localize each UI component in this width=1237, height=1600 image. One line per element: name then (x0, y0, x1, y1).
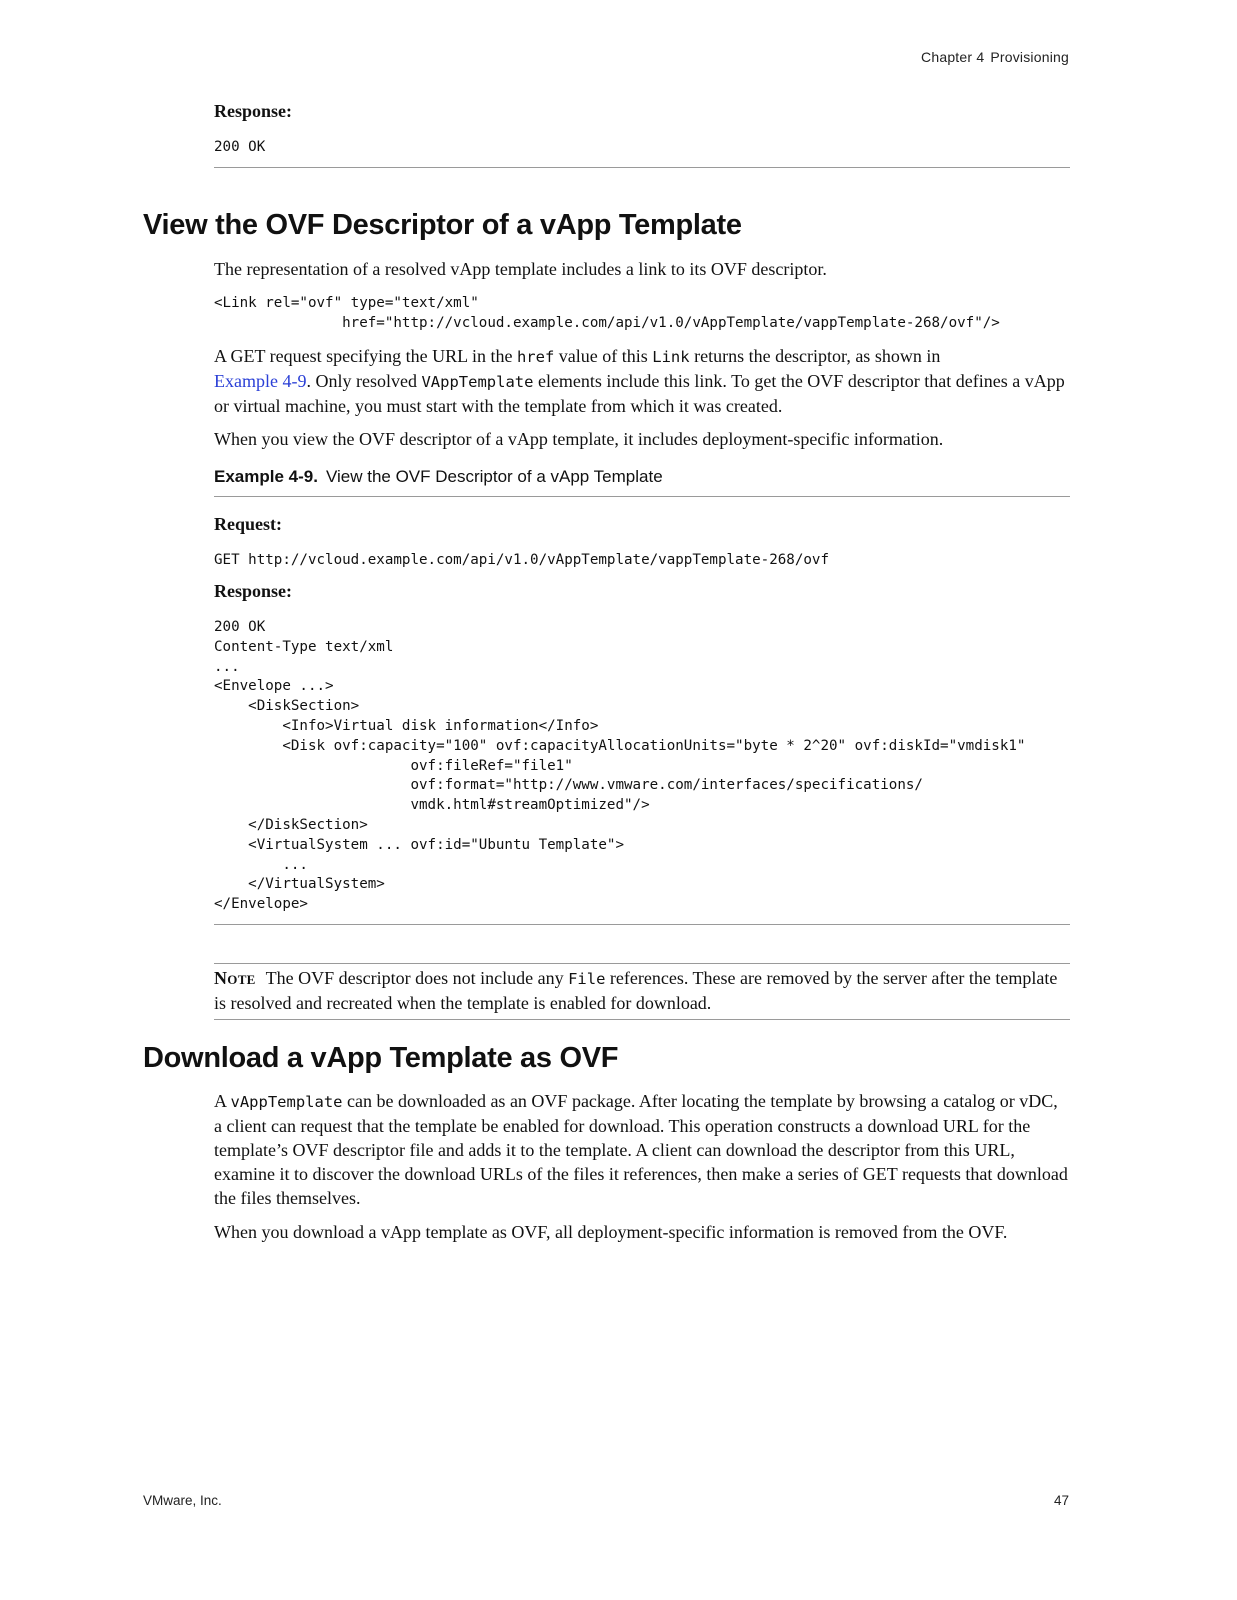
example-start-rule (214, 496, 1070, 497)
text-run: A (214, 1091, 231, 1111)
code-vapptemplate: VAppTemplate (421, 373, 534, 391)
text-run: elements include this link. To get the OVF descriptor that defines a vApp or virtual machine, you must start with the template from which it was created. (214, 371, 1065, 416)
paragraph-download-removed-info: When you download a vApp template as OVF, all deployment-specific information is removed from the OVF. (214, 1222, 1008, 1242)
text-run: value of this (554, 346, 653, 366)
footer-page-number: 47 (1053, 1493, 1069, 1508)
footer-company: VMware, Inc. (143, 1493, 222, 1508)
code-file: File (568, 970, 606, 988)
example-end-rule (214, 167, 1070, 168)
text-run: can be downloaded as an OVF package. After locating the template by browsing a catalog or vDC, a client can request that the template be enabled for download. This operation constructs a download URL for the template’s OVF descriptor file and adds it to the template. A client can download the descriptor from this URL, examine it to discover the download URLs of the files it references, then make a series of GET requests that download the files themselves. (214, 1091, 1068, 1208)
text-run: A GET request specifying the URL in the (214, 346, 517, 366)
code-vapptemplate-lower: vAppTemplate (230, 1093, 343, 1111)
note-bottom-rule (214, 1019, 1070, 1020)
chapter-title: Provisioning (990, 49, 1069, 65)
chapter-label: Chapter 4 (921, 49, 985, 65)
top-response-label: Response: (214, 101, 293, 121)
note-label: Note (214, 968, 256, 988)
example-4-9-link[interactable]: Example 4-9 (214, 371, 307, 391)
section-heading-view-ovf: View the OVF Descriptor of a vApp Template (143, 209, 742, 241)
section-heading-download-ovf: Download a vApp Template as OVF (143, 1042, 619, 1074)
note-paragraph (214, 966, 1070, 1015)
text-run: The OVF descriptor does not include any (265, 968, 569, 988)
paragraph-intro: The representation of a resolved vApp template includes a link to its OVF descriptor. (214, 259, 827, 279)
text-run: returns the descriptor, as shown in (689, 346, 941, 366)
response-label: Response: (214, 581, 293, 601)
paragraph-deployment-info: When you view the OVF descriptor of a vApp template, it includes deployment-specific information. (214, 429, 944, 449)
example-number: Example 4-9. (214, 467, 318, 486)
text-run: . Only resolved (306, 371, 422, 391)
response-code: 200 OK Content-Type text/xml ... <Envelope ...> <DiskSection> <Info>Virtual disk information</Info> <Disk ovf:capacity="100" ovf:capacityAllocationUnits="byte * 2^20" ovf:diskId="vmdisk1" ovf:fileRef="file1" ovf:format="http://www.vmware.com/interfaces/specifications/ vmdk.html#streamOptimized"/> </DiskSection> <VirtualSystem ... ovf:id="Ubuntu Template"> ... </VirtualSystem> </Envelope> (214, 619, 1026, 913)
text-run: references. These are removed by the server after the template is resolved and recreated when the template is enabled for download. (214, 968, 1058, 1013)
running-header (921, 49, 1069, 65)
request-code: GET http://vcloud.example.com/api/v1.0/vAppTemplate/vappTemplate-268/ovf (214, 552, 829, 568)
note-top-rule (214, 963, 1070, 964)
paragraph-get-request (214, 344, 1070, 418)
code-link: Link (652, 348, 690, 366)
example-end-rule (214, 924, 1070, 925)
example-title: View the OVF Descriptor of a vApp Template (325, 467, 663, 486)
code-href: href (516, 348, 555, 366)
example-caption (214, 467, 663, 487)
code-link-ovf: <Link rel="ovf" type="text/xml" href="http://vcloud.example.com/api/v1.0/vAppTemplate/vappTemplate-268/ovf"/> (214, 295, 1000, 331)
top-response-code: 200 OK (214, 139, 266, 155)
request-label: Request: (214, 514, 282, 534)
paragraph-download-package (214, 1089, 1070, 1210)
